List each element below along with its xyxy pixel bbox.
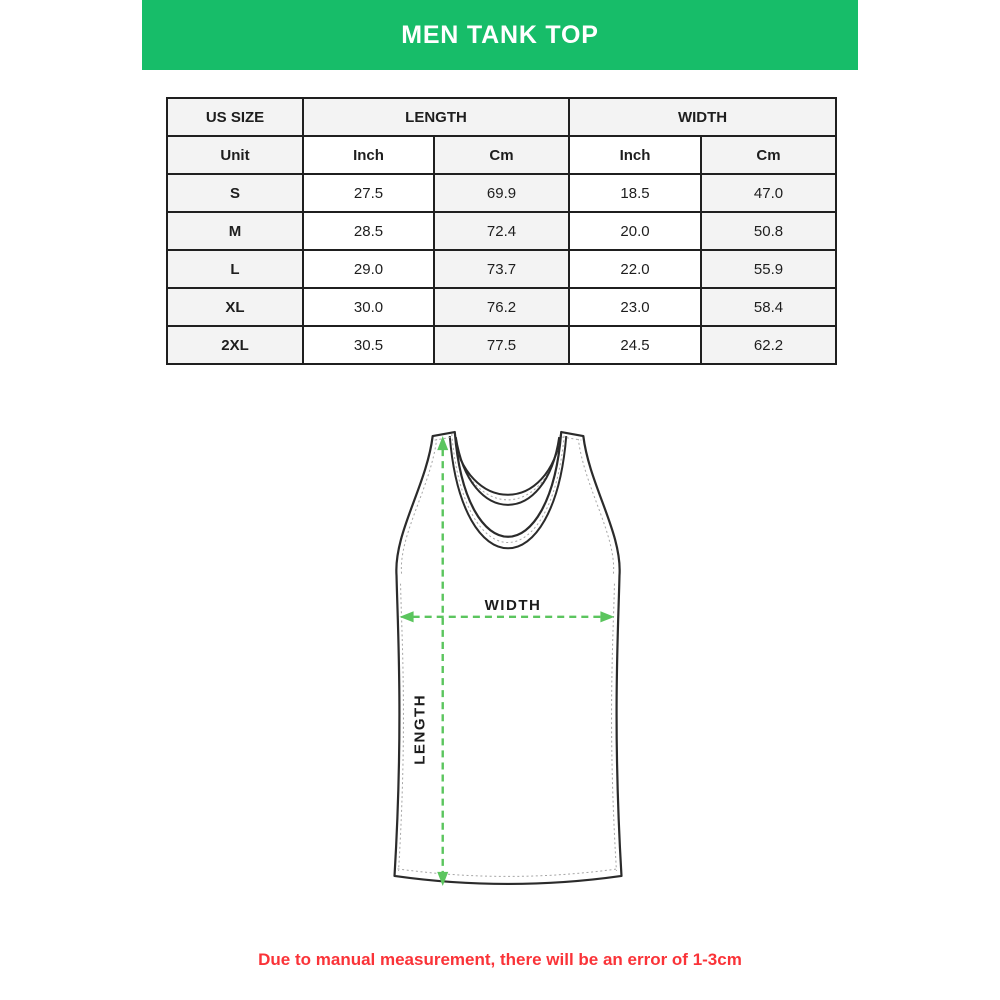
cell-length-cm: 73.7: [434, 250, 569, 288]
cell-length-cm: 69.9: [434, 174, 569, 212]
cell-width-cm: 47.0: [701, 174, 836, 212]
unit-width-inch: Inch: [569, 136, 701, 174]
table-row: [167, 326, 836, 364]
unit-label: Unit: [167, 136, 303, 174]
size-label: M: [167, 212, 303, 250]
cell-width-inch: 24.5: [569, 326, 701, 364]
size-label: S: [167, 174, 303, 212]
title-banner: [142, 0, 858, 70]
table-row: [167, 212, 836, 250]
measurement-disclaimer: Due to manual measurement, there will be an error of 1-3cm: [258, 950, 742, 969]
size-label: XL: [167, 288, 303, 326]
table-group-header-row: [167, 98, 836, 136]
back-collar: [453, 433, 561, 505]
cell-length-inch: 30.0: [303, 288, 434, 326]
cell-length-inch: 30.5: [303, 326, 434, 364]
size-label: 2XL: [167, 326, 303, 364]
cell-length-cm: 77.5: [434, 326, 569, 364]
col-header-us-size: US SIZE: [167, 98, 303, 136]
table-row: [167, 250, 836, 288]
unit-length-inch: Inch: [303, 136, 434, 174]
col-header-length: LENGTH: [303, 98, 569, 136]
cell-width-inch: 22.0: [569, 250, 701, 288]
width-measure-label: WIDTH: [484, 596, 542, 614]
table-row: [167, 288, 836, 326]
size-table-wrap: [166, 97, 837, 365]
table-unit-row: [167, 136, 836, 174]
cell-width-cm: 62.2: [701, 326, 836, 364]
unit-width-cm: Cm: [701, 136, 836, 174]
unit-length-cm: Cm: [434, 136, 569, 174]
table-row: [167, 174, 836, 212]
cell-length-inch: 29.0: [303, 250, 434, 288]
cell-width-cm: 55.9: [701, 250, 836, 288]
tank-top-body: [395, 432, 622, 884]
cell-width-inch: 23.0: [569, 288, 701, 326]
length-measure-label: LENGTH: [411, 693, 429, 765]
tank-top-diagram: [383, 423, 632, 895]
col-header-width: WIDTH: [569, 98, 836, 136]
cell-length-inch: 28.5: [303, 212, 434, 250]
page-title: MEN TANK TOP: [401, 20, 599, 49]
cell-length-cm: 76.2: [434, 288, 569, 326]
size-table: [166, 97, 837, 365]
cell-width-cm: 50.8: [701, 212, 836, 250]
cell-width-inch: 18.5: [569, 174, 701, 212]
cell-width-cm: 58.4: [701, 288, 836, 326]
cell-length-cm: 72.4: [434, 212, 569, 250]
cell-length-inch: 27.5: [303, 174, 434, 212]
size-label: L: [167, 250, 303, 288]
cell-width-inch: 20.0: [569, 212, 701, 250]
